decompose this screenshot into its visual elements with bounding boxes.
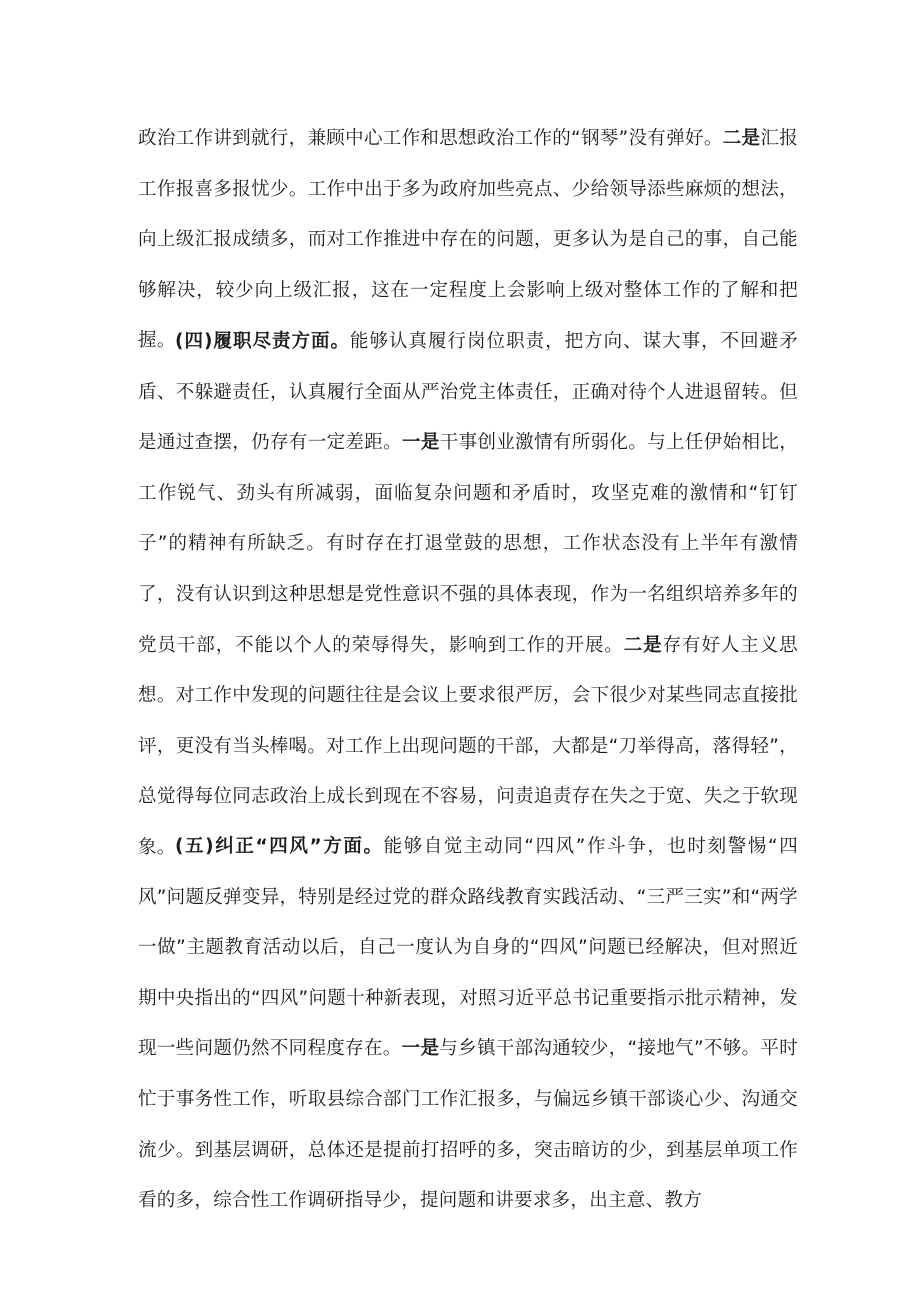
- paragraph-marker-bold: 一是: [402, 432, 440, 454]
- paragraph-text: 汇报工作报喜多报忧少。工作中出于多为政府加些亮点、少给领导添些麻烦的想法，向上级汇报成绩多，而对工作推进中存在的问题，更多认为是自己的事，自己能够解决，较少向上级汇报，这在一定程度上会影响上级对整体工作的了解和把握。: [138, 128, 798, 352]
- paragraph-text: 存有好人主义思想。对工作中发现的问题往往是会议上要求很严厉，会下很少对某些同志直接批评，更没有当头棒喝。对工作上出现问题的干部，大都是“刀举得高，落得轻”，总觉得每位同志政治上成长到现在不容易，问责追责存在失之于宽、失之于软现象。: [138, 634, 798, 858]
- paragraph-text: 能够自觉主动同“四风”作斗争，也时刻警惕“四风”问题反弹变异，特别是经过党的群众路线教育实践活动、“三严三实”和“两学一做”主题教育活动以后，自己一度认为自身的“四风”问题已经解决，但对照近期中央指出的“四风”问题十种新表现，对照习近平总书记重要指示批示精神，发现一些问题仍然不同程度存在。: [138, 836, 798, 1060]
- paragraph-marker-bold: 一是: [401, 1038, 440, 1060]
- paragraph-text: 与乡镇干部沟通较少，“接地气”不够。平时忙于事务性工作，听取县综合部门工作汇报多，与偏远乡镇干部谈心少、沟通交流少。到基层调研，总体还是提前打招呼的多，突击暗访的少，到基层单项工作看的多，综合性工作调研指导少，提问题和讲要求多，出主意、教方: [138, 1038, 799, 1212]
- paragraph-text: 干事创业激情有所弱化。与上任伊始相比，工作锐气、劲头有所减弱，面临复杂问题和矛盾时，攻坚克难的激情和“钉钉子”的精神有所缺乏。有时存在打退堂鼓的思想，工作状态没有上半年有激情了，没有认识到这种思想是党性意识不强的具体表现，作为一名组织培养多年的党员干部，不能以个人的荣辱得失，影响到工作的开展。: [138, 432, 799, 656]
- paragraph-duty-fulfillment: [138, 317, 798, 874]
- paragraph-marker-bold: 二是: [623, 634, 663, 656]
- section-heading: (四)履职尽责方面。: [175, 331, 350, 352]
- section-heading: (五)纠正“四风”方面。: [175, 836, 384, 857]
- paragraph-four-winds: [138, 822, 798, 1227]
- paragraph-text: 政治工作讲到就行，兼顾中心工作和思想政治工作的“钢琴”没有弹好。: [138, 128, 723, 149]
- paragraph-marker-bold: 二是: [722, 128, 761, 149]
- paragraph-text: 能够认真履行岗位职责，把方向、谋大事，不回避矛盾、不躲避责任，认真履行全面从严治党主体责任，正确对待个人进退留转。但是通过查摆，仍存有一定差距。: [138, 331, 798, 454]
